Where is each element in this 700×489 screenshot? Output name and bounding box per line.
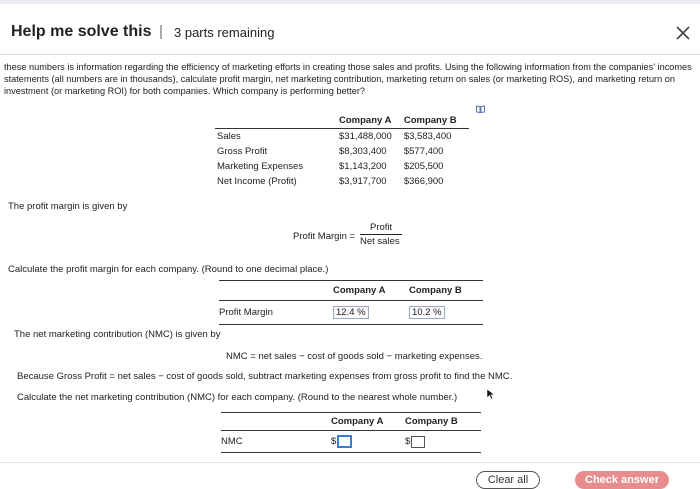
- table-row: [215, 129, 469, 145]
- company-b-value: $577,400: [403, 146, 444, 157]
- percent-unit: %: [433, 307, 442, 318]
- row-label: Gross Profit: [217, 146, 268, 157]
- company-b-value: $3,583,400: [403, 131, 452, 142]
- company-b-value: $366,900: [403, 176, 444, 187]
- pm-header-blank: [219, 281, 333, 301]
- nmc-company-a-cell: [331, 431, 405, 453]
- mouse-pointer-icon: [486, 387, 496, 399]
- nmc-intro: The net marketing contribution (NMC) is given by: [14, 329, 221, 340]
- header-separator: |: [159, 23, 163, 40]
- formula-label: Profit Margin =: [293, 231, 356, 242]
- percent-unit: %: [357, 307, 366, 318]
- company-a-value: $31,488,000: [339, 131, 392, 142]
- table-row: [219, 301, 483, 325]
- nmc-instruction: Calculate the net marketing contribution (NMC) for each company. (Round to the nearest whole number.): [17, 392, 458, 403]
- financials-header-company-b: Company B: [404, 113, 469, 129]
- pm-company-a-answer[interactable]: [333, 306, 369, 319]
- table-row: [215, 159, 469, 174]
- profit-margin-intro: The profit margin is given by: [8, 201, 128, 212]
- currency-symbol: $: [405, 436, 411, 447]
- company-a-value: $8,303,400: [339, 146, 387, 157]
- nmc-company-b-cell: [405, 431, 481, 453]
- profit-margin-table: [219, 280, 483, 325]
- pm-company-b-cell: [409, 301, 483, 325]
- nmc-company-b-input[interactable]: [411, 436, 425, 448]
- formula-numerator: Profit: [370, 222, 393, 233]
- table-row: [221, 431, 481, 453]
- pm-header-company-a: Company A: [333, 281, 409, 301]
- nmc-header-company-b: Company B: [405, 413, 481, 431]
- nmc-company-a-money: [331, 435, 352, 448]
- pm-row-label: Profit Margin: [219, 301, 333, 325]
- nmc-company-a-input[interactable]: [337, 435, 352, 448]
- nmc-header-company-a: Company A: [331, 413, 405, 431]
- company-a-value: $3,917,700: [339, 176, 387, 187]
- pm-company-a-cell: [333, 301, 409, 325]
- dialog-header: [0, 4, 700, 55]
- pm-header-company-b: Company B: [409, 281, 483, 301]
- check-answer-button[interactable]: Check answer: [575, 471, 669, 489]
- financials-table: [215, 113, 469, 189]
- row-label: Marketing Expenses: [217, 161, 304, 172]
- nmc-table: [221, 412, 481, 453]
- clear-all-button[interactable]: Clear all: [476, 471, 540, 489]
- close-icon[interactable]: [676, 26, 694, 44]
- problem-intro: these numbers is information regarding the efficiency of marketing efforts in creating those sales and profits. Using the following information from the companies' incomes statements (all numbers are in thousands), calculate profit margin, net marketing contribution, marketing return on sales (or marketing ROS), and marketing return on investment (or marketing ROI) for both companies. Which company is performing better?: [4, 62, 692, 96]
- financials-header-blank: [215, 113, 339, 129]
- fraction-bar: [360, 234, 402, 235]
- dialog-title: Help me solve this: [11, 23, 152, 40]
- company-a-value: $1,143,200: [339, 161, 387, 172]
- nmc-header-blank: [221, 413, 331, 431]
- company-b-value: $205,500: [403, 161, 444, 172]
- nmc-formula: NMC = net sales − cost of goods sold − marketing expenses.: [226, 351, 483, 362]
- table-row: [215, 144, 469, 159]
- footer-divider: [0, 462, 700, 463]
- pm-company-b-answer[interactable]: [409, 306, 445, 319]
- book-icon[interactable]: [476, 100, 485, 108]
- formula-denominator: Net sales: [360, 236, 400, 247]
- row-label: Net Income (Profit): [217, 176, 297, 187]
- financials-header-company-a: Company A: [339, 113, 404, 129]
- nmc-note: Because Gross Profit = net sales − cost of goods sold, subtract marketing expenses from gross profit to find the NMC.: [17, 371, 513, 382]
- row-label: Sales: [217, 131, 241, 142]
- nmc-company-b-money: [405, 436, 425, 448]
- pm-company-b-value: 10.2: [412, 307, 431, 318]
- currency-symbol: $: [331, 436, 337, 447]
- nmc-row-label: NMC: [221, 431, 331, 453]
- table-row: [215, 174, 469, 189]
- profit-margin-instruction: Calculate the profit margin for each company. (Round to one decimal place.): [8, 264, 329, 275]
- pm-company-a-value: 12.4: [336, 307, 355, 318]
- parts-remaining: 3 parts remaining: [174, 25, 275, 40]
